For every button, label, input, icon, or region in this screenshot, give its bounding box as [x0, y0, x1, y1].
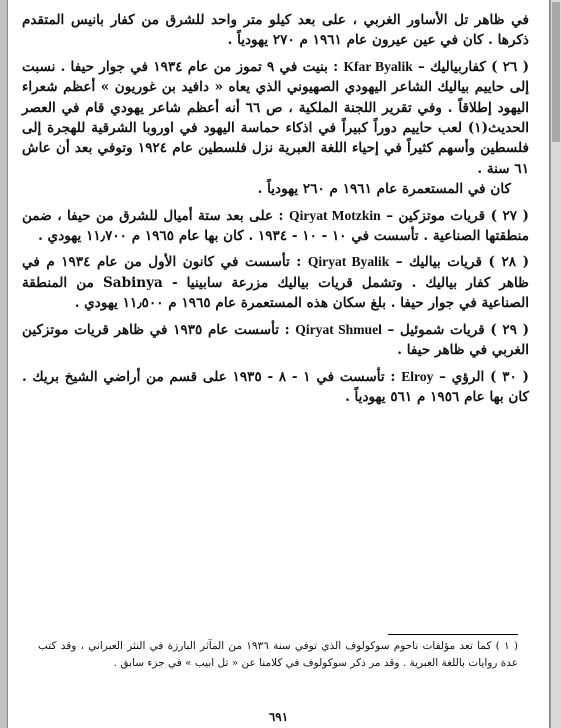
entry-heading: ( ٢٧ ) قريات موتزكين: [398, 207, 529, 224]
entry-heading: ( ٢٩ ) قريات شموئيل: [399, 321, 530, 338]
entry-27: [22, 206, 529, 247]
entry-26: [22, 57, 529, 200]
page-number: ٦٩١: [268, 710, 289, 724]
entry-latin-name: Qiryat Shmuel: [295, 321, 382, 337]
entry-text-continued: كان في المستعمرة عام ١٩٦١ م ٢٦٠ يهودياً .: [257, 181, 511, 198]
entry-text: : على بعد ستة أميال للشرق من حيفا ، ضمن منطقتها الصناعية . تأسست في ١٠ - ١٠ - ١٩٣٤ . كان بها عام ١٩٦٥ م ١١٫٧٠٠ يهودي .: [22, 207, 529, 245]
entry-28: [22, 252, 529, 313]
entry-heading: ( ٢٦ ) كفاربياليك: [430, 58, 530, 75]
entry-heading: ( ٣٠ ) الرؤي: [451, 368, 529, 385]
footnote: ( ١ ) كما تعد مؤلفات ناحوم سوكولوف الذي توفي سنة ١٩٣٦ من المآثر البارزة في النثر العبراني ، وقد كتب عدة روايات باللغة العبرية . وقد مر ذكر سوكولوف في كلامنا عن « تل ابيب » في جزء سابق .: [38, 640, 519, 669]
entry-paragraph: ( ٢٧ ) قريات موتزكين – Qiryat Motzkin : على بعد ستة أميال للشرق من حيفا ، ضمن منطقتها الصناعية . تأسست في ١٠ - ١٠ - ١٩٣٤ . كان بها عام ١٩٦٥ م ١١٫٧٠٠ يهودي .: [22, 207, 529, 245]
entry-text: في ظاهر تل الأساور الغربي ، على بعد كيلو متر واحد للشرق من كفار بانيس المتقدم ذكرها . كان في عين عيرون عام ١٩٦١ م ٢٧٠ يهودياً .: [22, 12, 529, 49]
entry-paragraph: ( ٢٨ ) قريات بياليك – Qiryat Byalik : تأسست في كانون الأول من عام ١٩٣٤ م في ظاهر كفار بياليك . وتشمل قريات بياليك مزرعة سابينيا - Sabinya من المنطقة الصناعية في جوار حيفا . بلغ سكان هذه المستعمرة عام ١٩٦٥ م ١١٫٥٠٠ يهودي .: [22, 254, 530, 312]
entry-paragraph: ( ٣٠ ) الرؤي – Elroy : تأسست في ١ - ٨ - ١٩٣٥ على قسم من أراضي الشيخ بريك . كان بها عام ١٩٥٦ م ٥٦١ يهودياً .: [22, 368, 529, 405]
entry-latin-name: Qiryat Byalik: [307, 254, 390, 270]
document-page: [8, 0, 549, 728]
entry-text: : تأسست عام ١٩٣٥ في ظاهر قريات موتزكين الغربي في ظاهر حيفا .: [22, 321, 529, 359]
entry-latin-name: Kfar Byalik: [343, 58, 413, 74]
vertical-scrollbar[interactable]: [550, 0, 561, 728]
entry-30: [22, 367, 529, 408]
scrollbar-thumb[interactable]: [552, 2, 560, 142]
entry-heading: ( ٢٨ ) قريات بياليك: [409, 254, 530, 271]
entry-text: : بنيت في ٩ تموز من عام ١٩٣٤ في جوار حيفا . نسبت إلى حاييم بياليك الشاعر اليهودي الصهيوني الذي يعاه « دافيد بن غوريون » أعظم شعراء اليهود إطلاقاً . وفي تقرير اللجنة الملكية ، ص ٦٦ أنه أعظم شاعر يهودي قام في العصر الحديث(١) لعب حاييم دوراً كبيراً في اذكاء حماسة اليهود في اوروبا الشرقية للهجرة إلى فلسطين وأسهم كثيراً في إحياء اللغة العبرية نزل فلسطين عام ١٩٢٤ وتوفي بعد أن عاش ٦١ سنة .: [22, 58, 529, 177]
entry-intro: [22, 10, 529, 51]
page-body: [22, 10, 529, 413]
entry-latin-name: Elroy: [401, 368, 434, 384]
footnote-divider: [388, 634, 518, 635]
entry-latin-name: Qiryat Motzkin: [289, 207, 381, 223]
entry-text: : تأسست في كانون الأول من عام ١٩٣٤ م في ظاهر كفار بياليك . وتشمل قريات بياليك مزرعة سابينيا - Sabinya من المنطقة الصناعية في جوار حيفا . بلغ سكان هذه المستعمرة عام ١٩٦٥ م ١١٫٥٠٠ يهودي .: [22, 254, 529, 312]
entry-paragraph: ( ٢٩ ) قريات شموئيل – Qiryat Shmuel : تأسست عام ١٩٣٥ في ظاهر قريات موتزكين الغربي في ظاهر حيفا .: [22, 321, 530, 359]
entry-29: [22, 320, 529, 361]
entry-paragraph: ( ٢٦ ) كفاربياليك – Kfar Byalik : بنيت في ٩ تموز من عام ١٩٣٤ في جوار حيفا . نسبت إلى حاييم بياليك الشاعر اليهودي الصهيوني الذي يعاه « دافيد بن غوريون » أعظم شعراء اليهود إطلاقاً . وفي تقرير اللجنة الملكية ، ص ٦٦ أنه أعظم شاعر يهودي قام في العصر الحديث(١) لعب حاييم دوراً كبيراً في اذكاء حماسة اليهود في اوروبا الشرقية للهجرة إلى فلسطين وأسهم كثيراً في إحياء اللغة العبرية نزل فلسطين عام ١٩٢٤ وتوفي بعد أن عاش ٦١ سنة .: [22, 58, 530, 177]
entry-text: : تأسست في ١ - ٨ - ١٩٣٥ على قسم من أراضي الشيخ بريك . كان بها عام ١٩٥٦ م ٥٦١ يهودياً .: [22, 368, 529, 405]
